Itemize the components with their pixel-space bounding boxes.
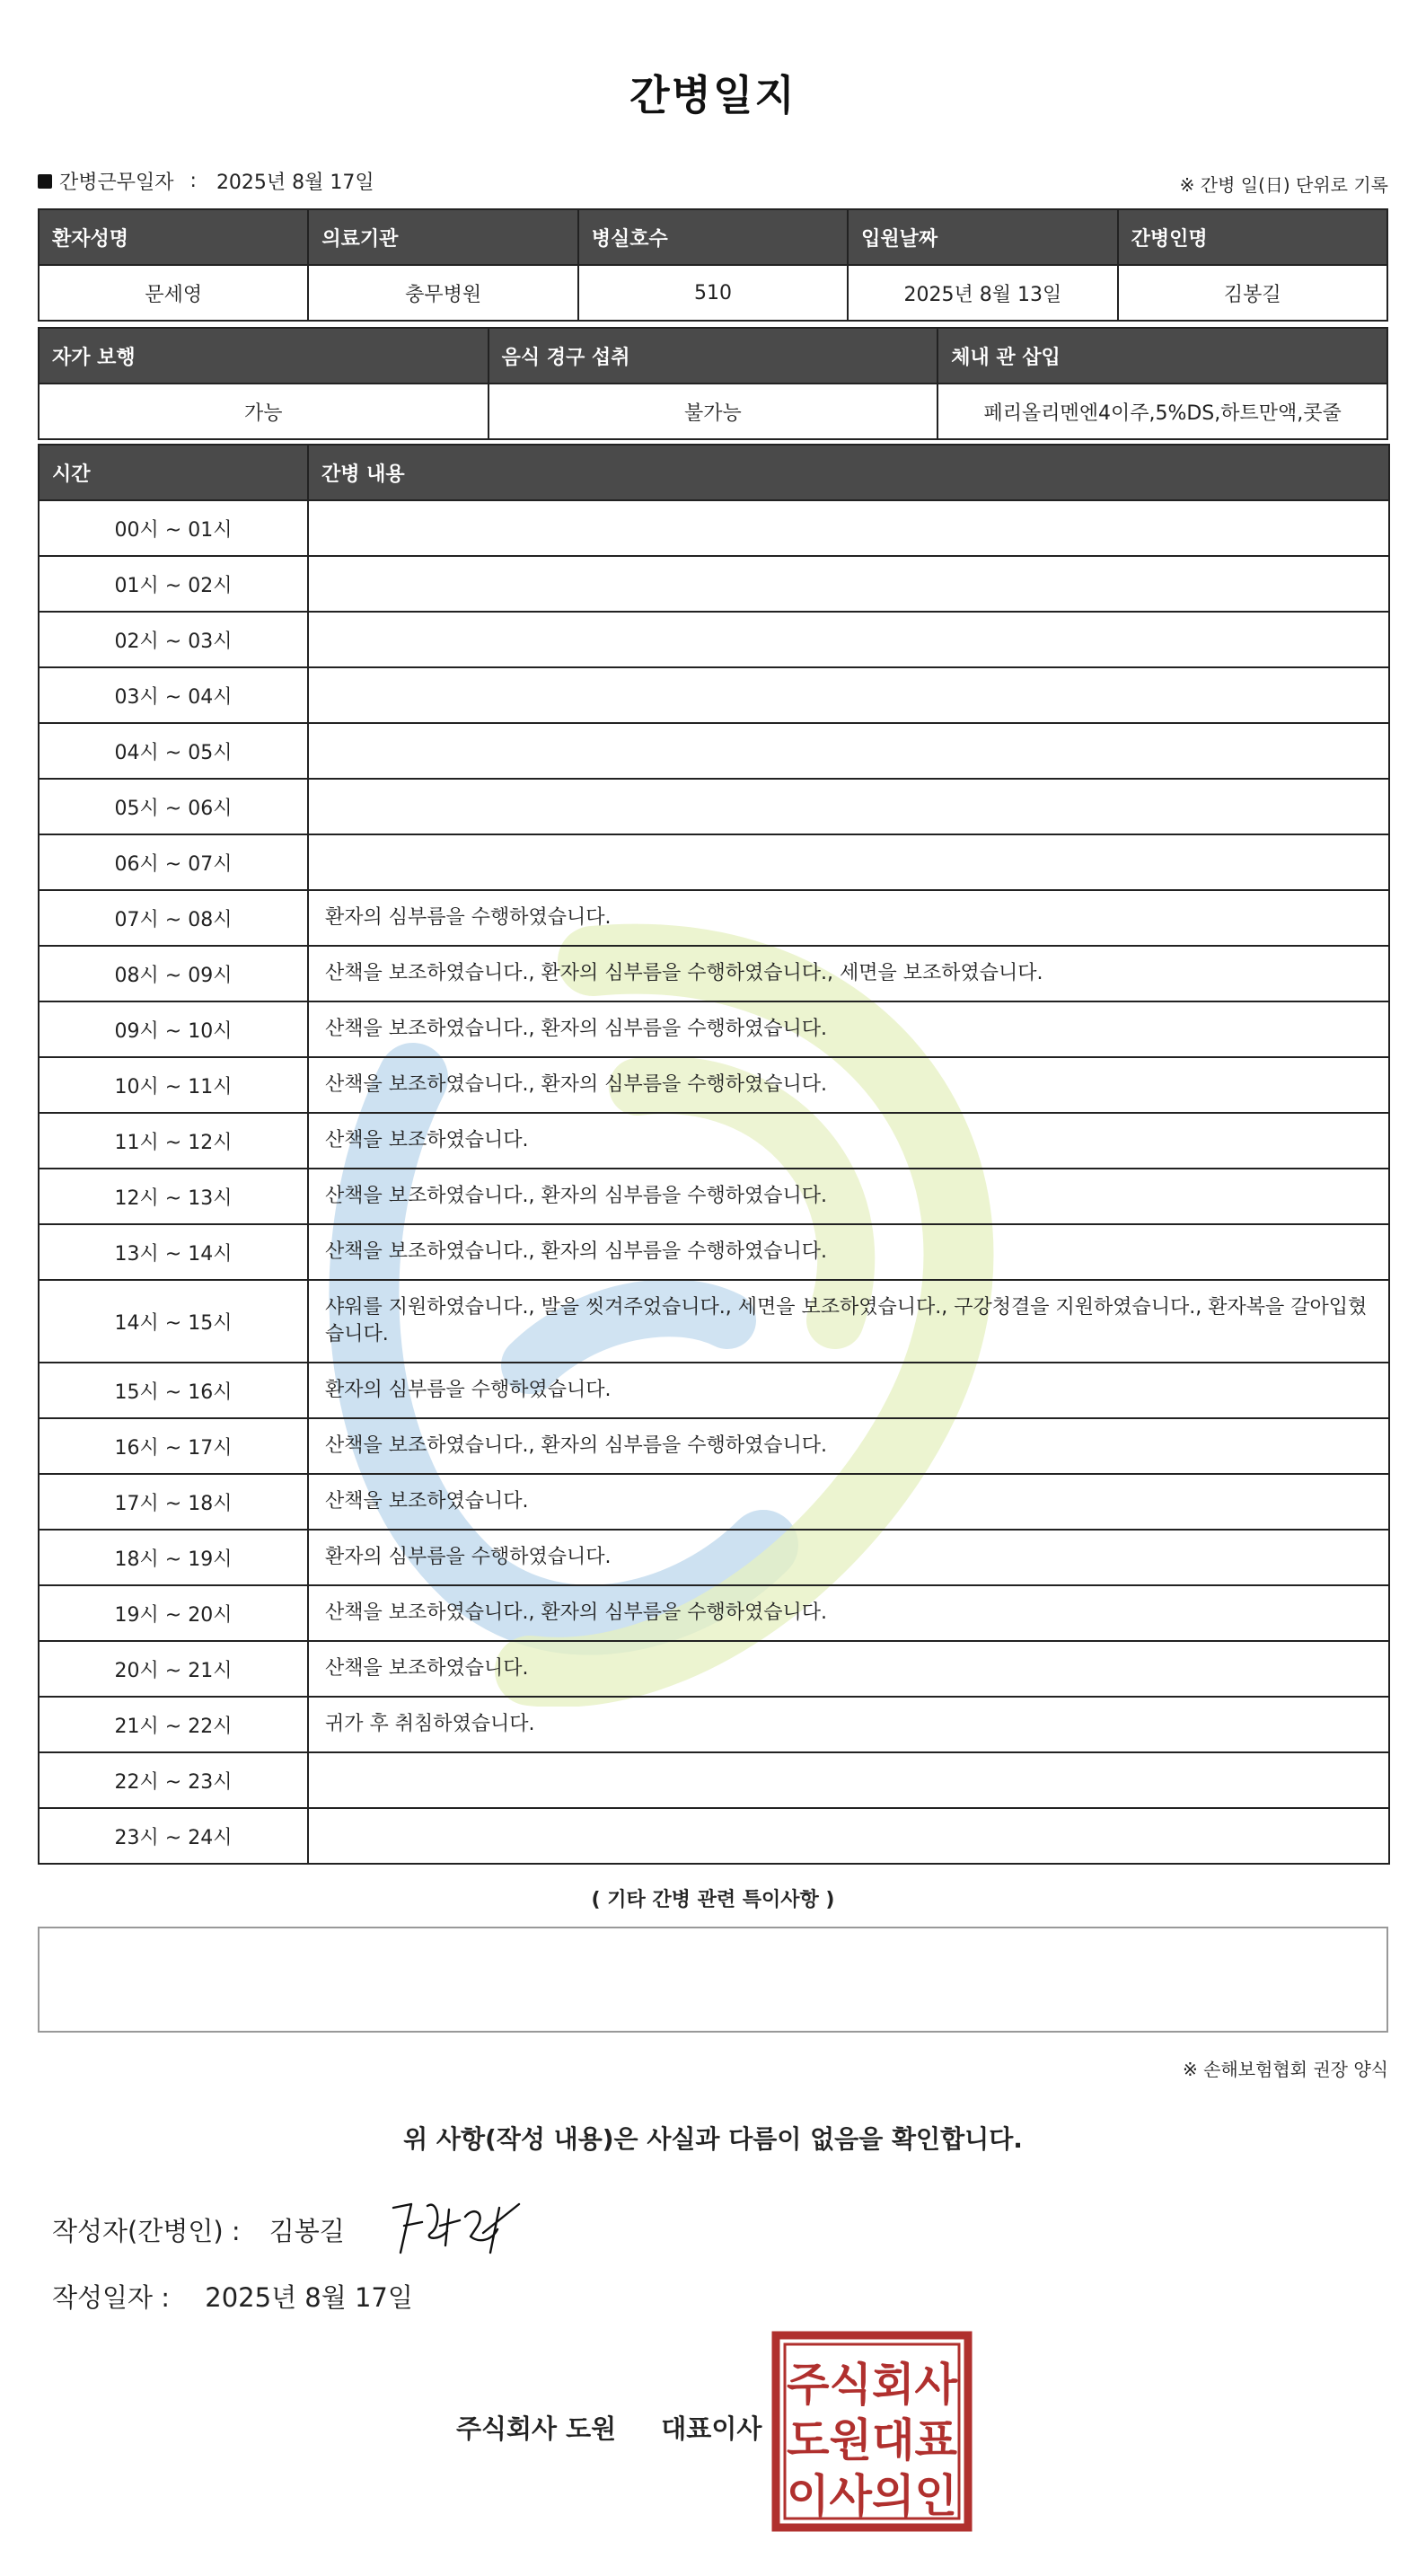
care-log-content-cell [308, 779, 1389, 834]
care-log-content-cell [308, 723, 1389, 779]
care-log-time-cell: 12시 ~ 13시 [39, 1169, 308, 1224]
special-notes-title: ( 기타 간병 관련 특이사항 ) [591, 1889, 835, 1911]
care-log-time-cell: 10시 ~ 11시 [39, 1057, 308, 1113]
hospital-value: 충무병원 [308, 265, 577, 321]
oral-intake-header: 음식 경구 섭취 [489, 328, 938, 384]
care-log-time-cell: 07시 ~ 08시 [39, 890, 308, 946]
care-log-row [39, 667, 1389, 723]
care-log-row [39, 723, 1389, 779]
care-log-row [39, 1224, 1389, 1280]
patient-name-header: 환자성명 [39, 209, 308, 265]
care-log-time-cell: 22시 ~ 23시 [39, 1752, 308, 1808]
page-title: 간병일지 [629, 71, 797, 119]
seal-line-1: 주식회사 [787, 2359, 958, 2411]
tube-insertion-header: 체내 관 삽입 [937, 328, 1387, 384]
patient-status-value-row [39, 384, 1387, 439]
record-note: ※ 간병 일(日) 단위로 기록 [1179, 174, 1388, 196]
care-log-time-cell: 03시 ~ 04시 [39, 667, 308, 723]
company-name: 주식회사 도원 [456, 2413, 617, 2444]
work-date [38, 167, 374, 195]
seal-line-2: 도원대표 [787, 2414, 958, 2466]
care-log-content-cell: 산책을 보조하였습니다., 환자의 심부름을 수행하였습니다., 세면을 보조하였습니다. [308, 946, 1389, 1001]
company-signature-line [456, 2409, 761, 2446]
care-log-content-cell: 산책을 보조하였습니다., 환자의 심부름을 수행하였습니다. [308, 1585, 1389, 1641]
care-log-content-cell: 산책을 보조하였습니다. [308, 1113, 1389, 1169]
care-log-time-cell: 02시 ~ 03시 [39, 612, 308, 667]
care-log-row [39, 1585, 1389, 1641]
care-log-time-cell: 13시 ~ 14시 [39, 1224, 308, 1280]
company-ceo-title: 대표이사 [661, 2413, 762, 2444]
recommended-form-note: ※ 손해보험협회 권장 양식 [1182, 2059, 1388, 2080]
care-log-row [39, 834, 1389, 890]
company-seal-stamp [770, 2330, 973, 2533]
care-log-row [39, 779, 1389, 834]
care-log-content-cell: 산책을 보조하였습니다., 환자의 심부름을 수행하였습니다. [308, 1057, 1389, 1113]
confirmation-statement: 위 사항(작성 내용)은 사실과 다름이 없음을 확인합니다. [403, 2124, 1023, 2154]
care-log-row [39, 1001, 1389, 1057]
square-bullet-icon [38, 174, 52, 189]
care-log-row [39, 1280, 1389, 1363]
seal-line-3: 이사의인 [787, 2470, 957, 2522]
care-log-row [39, 1363, 1389, 1418]
care-log-content-cell [308, 667, 1389, 723]
care-log-content-cell: 산책을 보조하였습니다., 환자의 심부름을 수행하였습니다. [308, 1169, 1389, 1224]
care-log-time-cell: 00시 ~ 01시 [39, 500, 308, 556]
care-log-content-cell: 샤워를 지원하였습니다., 발을 씻겨주었습니다., 세면을 보조하였습니다., 구강청결을 지원하였습니다., 환자복을 갈아입혔습니다. [308, 1280, 1389, 1363]
care-log-time-cell: 20시 ~ 21시 [39, 1641, 308, 1697]
care-log-row [39, 1169, 1389, 1224]
care-log-content-cell [308, 1752, 1389, 1808]
patient-status-header-row [39, 328, 1387, 384]
room-number-value: 510 [578, 265, 848, 321]
care-log-content-cell: 산책을 보조하였습니다. [308, 1474, 1389, 1530]
care-log-row [39, 1057, 1389, 1113]
care-log-row [39, 1474, 1389, 1530]
care-log-time-cell: 05시 ~ 06시 [39, 779, 308, 834]
care-log-body [39, 500, 1389, 1864]
write-date-label: 작성일자 : [52, 2282, 171, 2313]
admission-date-header: 입원날짜 [848, 209, 1117, 265]
care-log-row [39, 890, 1389, 946]
care-log-time-cell: 23시 ~ 24시 [39, 1808, 308, 1864]
care-log-time-cell: 17시 ~ 18시 [39, 1474, 308, 1530]
patient-name-value: 문세영 [39, 265, 308, 321]
care-log-content-cell: 산책을 보조하였습니다., 환자의 심부름을 수행하였습니다. [308, 1418, 1389, 1474]
care-log-content-cell: 환자의 심부름을 수행하였습니다. [308, 1363, 1389, 1418]
write-date-row [52, 2278, 413, 2315]
care-log-row [39, 1641, 1389, 1697]
care-log-content-cell: 산책을 보조하였습니다., 환자의 심부름을 수행하였습니다. [308, 1001, 1389, 1057]
caregiver-name-value: 김봉길 [1118, 265, 1387, 321]
work-date-value: 2025년 8월 17일 [216, 172, 374, 194]
care-log-time-cell: 16시 ~ 17시 [39, 1418, 308, 1474]
care-log-content-cell [308, 834, 1389, 890]
tube-insertion-value: 페리올리멘엔4이주,5%DS,하트만액,콧줄 [937, 384, 1387, 439]
care-log-content-cell [308, 556, 1389, 612]
care-log-content-cell [308, 500, 1389, 556]
patient-info-value-row [39, 265, 1387, 321]
care-log-row [39, 1530, 1389, 1585]
care-log-content-cell: 귀가 후 취침하였습니다. [308, 1697, 1389, 1752]
care-log-content-cell [308, 1808, 1389, 1864]
work-date-separator: : [189, 170, 197, 192]
care-log-row [39, 946, 1389, 1001]
write-date-value: 2025년 8월 17일 [205, 2282, 413, 2313]
care-log-row [39, 1808, 1389, 1864]
self-walking-header: 자가 보행 [39, 328, 489, 384]
care-log-row [39, 612, 1389, 667]
care-log-content-cell: 산책을 보조하였습니다., 환자의 심부름을 수행하였습니다. [308, 1224, 1389, 1280]
care-log-time-cell: 01시 ~ 02시 [39, 556, 308, 612]
room-number-header: 병실호수 [578, 209, 848, 265]
special-notes-box [38, 1927, 1388, 2033]
time-header: 시간 [39, 445, 308, 500]
patient-status-table [38, 327, 1388, 440]
care-log-row [39, 1697, 1389, 1752]
care-log-time-cell: 19시 ~ 20시 [39, 1585, 308, 1641]
writer-label: 작성자(간병인) : [52, 2216, 241, 2246]
care-log-content-cell: 산책을 보조하였습니다. [308, 1641, 1389, 1697]
meta-row [38, 167, 1388, 198]
care-log-row [39, 1113, 1389, 1169]
admission-date-value: 2025년 8월 13일 [848, 265, 1117, 321]
care-log-content-cell: 환자의 심부름을 수행하였습니다. [308, 1530, 1389, 1585]
care-log-time-cell: 04시 ~ 05시 [39, 723, 308, 779]
care-log-time-cell: 06시 ~ 07시 [39, 834, 308, 890]
caregiver-name-header: 간병인명 [1118, 209, 1387, 265]
care-log-time-cell: 09시 ~ 10시 [39, 1001, 308, 1057]
oral-intake-value: 불가능 [489, 384, 938, 439]
care-log-time-cell: 21시 ~ 22시 [39, 1697, 308, 1752]
care-log-content-cell: 환자의 심부름을 수행하였습니다. [308, 890, 1389, 946]
care-log-header-row [39, 445, 1389, 500]
care-content-header: 간병 내용 [308, 445, 1389, 500]
care-log-row [39, 1752, 1389, 1808]
care-log-row [39, 500, 1389, 556]
care-log-row [39, 1418, 1389, 1474]
care-log-time-cell: 15시 ~ 16시 [39, 1363, 308, 1418]
care-log-table [38, 444, 1390, 1865]
care-log-time-cell: 18시 ~ 19시 [39, 1530, 308, 1585]
writer-name: 김봉길 [268, 2216, 345, 2246]
work-date-label: 간병근무일자 [59, 172, 174, 194]
writer-row [52, 2211, 345, 2248]
care-log-time-cell: 14시 ~ 15시 [39, 1280, 308, 1363]
care-log-time-cell: 11시 ~ 12시 [39, 1113, 308, 1169]
care-log-time-cell: 08시 ~ 09시 [39, 946, 308, 1001]
patient-info-header-row [39, 209, 1387, 265]
patient-info-table [38, 208, 1388, 322]
handwritten-signature [384, 2190, 528, 2260]
care-log-content-cell [308, 612, 1389, 667]
care-log-row [39, 556, 1389, 612]
hospital-header: 의료기관 [308, 209, 577, 265]
self-walking-value: 가능 [39, 384, 489, 439]
